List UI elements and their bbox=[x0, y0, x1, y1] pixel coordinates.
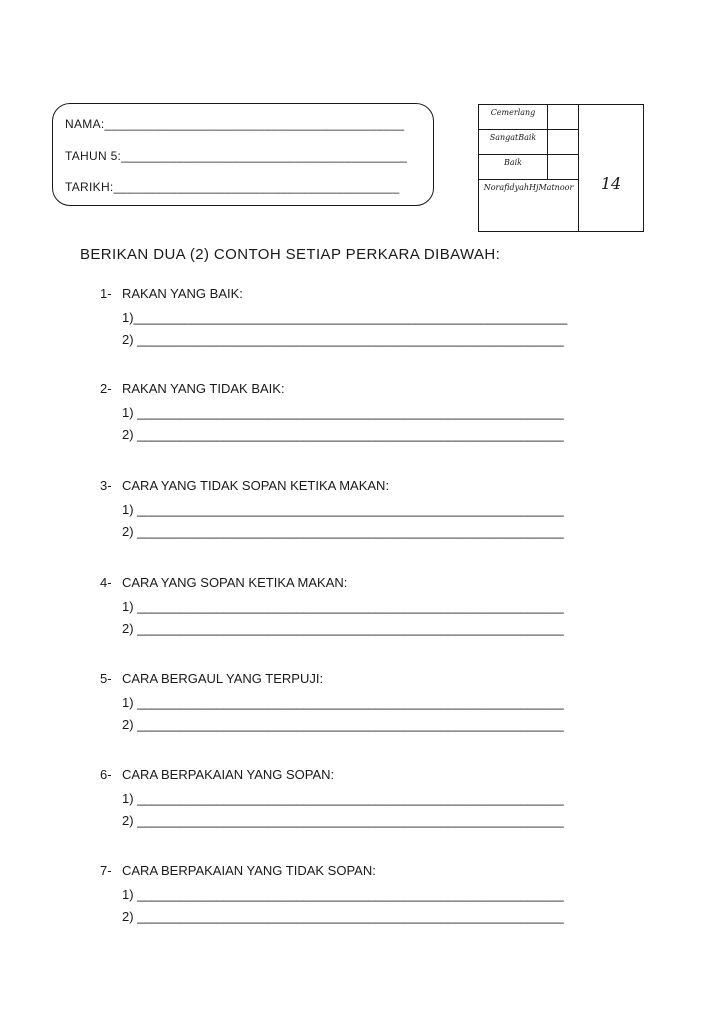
question-item bbox=[100, 858, 642, 928]
question-title bbox=[100, 666, 642, 692]
answer-line[interactable]: 2) ___________________________________________________________ bbox=[122, 427, 564, 442]
grade-check-cemerlang[interactable] bbox=[548, 105, 579, 130]
answer-line[interactable]: 2) ___________________________________________________________ bbox=[122, 332, 564, 347]
question-title bbox=[100, 473, 642, 499]
year-field[interactable] bbox=[65, 149, 407, 163]
question-number: 5- bbox=[100, 671, 112, 686]
question-number: 7- bbox=[100, 863, 112, 878]
year-label: TAHUN 5: bbox=[65, 149, 122, 163]
answer-line[interactable]: 2) ___________________________________________________________ bbox=[122, 621, 564, 636]
question-item bbox=[100, 281, 642, 351]
question-text: CARA YANG SOPAN KETIKA MAKAN: bbox=[122, 575, 348, 590]
answer-line[interactable]: 1)____________________________________________________________ bbox=[122, 310, 568, 325]
answer-line[interactable]: 1) ___________________________________________________________ bbox=[122, 502, 564, 517]
question-title bbox=[100, 762, 642, 788]
question-title bbox=[100, 858, 642, 884]
date-label: TARIKH: bbox=[65, 180, 114, 194]
grade-cemerlang: Cemerlang bbox=[479, 105, 548, 130]
grade-check-baik[interactable] bbox=[548, 155, 579, 180]
year-line: _________________________________________ bbox=[121, 149, 408, 163]
answer-line[interactable]: 2) ___________________________________________________________ bbox=[122, 813, 564, 828]
name-label: NAMA: bbox=[65, 117, 105, 131]
student-info-box bbox=[52, 103, 434, 206]
grade-sangatbaik: SangatBaik bbox=[479, 130, 548, 155]
question-text: CARA BERPAKAIAN YANG SOPAN: bbox=[122, 767, 335, 782]
question-text: RAKAN YANG TIDAK BAIK: bbox=[122, 381, 285, 396]
answer-line[interactable]: 1) ___________________________________________________________ bbox=[122, 405, 564, 420]
question-number: 6- bbox=[100, 767, 112, 782]
grade-check-sangatbaik[interactable] bbox=[548, 130, 579, 155]
answer-line[interactable]: 1) ___________________________________________________________ bbox=[122, 887, 564, 902]
question-item bbox=[100, 666, 642, 736]
score-box: 14 bbox=[579, 105, 644, 232]
question-item bbox=[100, 473, 642, 543]
answer-line[interactable]: 2) ___________________________________________________________ bbox=[122, 909, 564, 924]
grade-baik: Baik bbox=[479, 155, 548, 180]
question-text: CARA BERPAKAIAN YANG TIDAK SOPAN: bbox=[122, 863, 376, 878]
question-item bbox=[100, 762, 642, 832]
question-title bbox=[100, 570, 642, 596]
answer-line[interactable]: 1) ___________________________________________________________ bbox=[122, 791, 564, 806]
name-line: ___________________________________________ bbox=[104, 117, 405, 131]
question-text: CARA BERGAUL YANG TERPUJI: bbox=[122, 671, 324, 686]
grading-table bbox=[478, 104, 644, 232]
question-number: 4- bbox=[100, 575, 112, 590]
question-title bbox=[100, 376, 642, 402]
question-text: CARA YANG TIDAK SOPAN KETIKA MAKAN: bbox=[122, 478, 390, 493]
answer-line[interactable]: 2) ___________________________________________________________ bbox=[122, 524, 564, 539]
teacher-name: NorafidyahHjMatnoor bbox=[479, 180, 579, 232]
date-line: _________________________________________ bbox=[113, 180, 400, 194]
question-item bbox=[100, 570, 642, 640]
question-title bbox=[100, 281, 642, 307]
answer-line[interactable]: 1) ___________________________________________________________ bbox=[122, 599, 564, 614]
question-number: 3- bbox=[100, 478, 112, 493]
question-number: 2- bbox=[100, 381, 112, 396]
name-field[interactable] bbox=[65, 117, 404, 131]
answer-line[interactable]: 1) ___________________________________________________________ bbox=[122, 695, 564, 710]
question-number: 1- bbox=[100, 286, 112, 301]
question-text: RAKAN YANG BAIK: bbox=[122, 286, 243, 301]
answer-line[interactable]: 2) ___________________________________________________________ bbox=[122, 717, 564, 732]
date-field[interactable] bbox=[65, 180, 400, 194]
instruction-heading: BERIKAN DUA (2) CONTOH SETIAP PERKARA DIBAWAH: bbox=[80, 246, 501, 263]
question-item bbox=[100, 376, 642, 446]
